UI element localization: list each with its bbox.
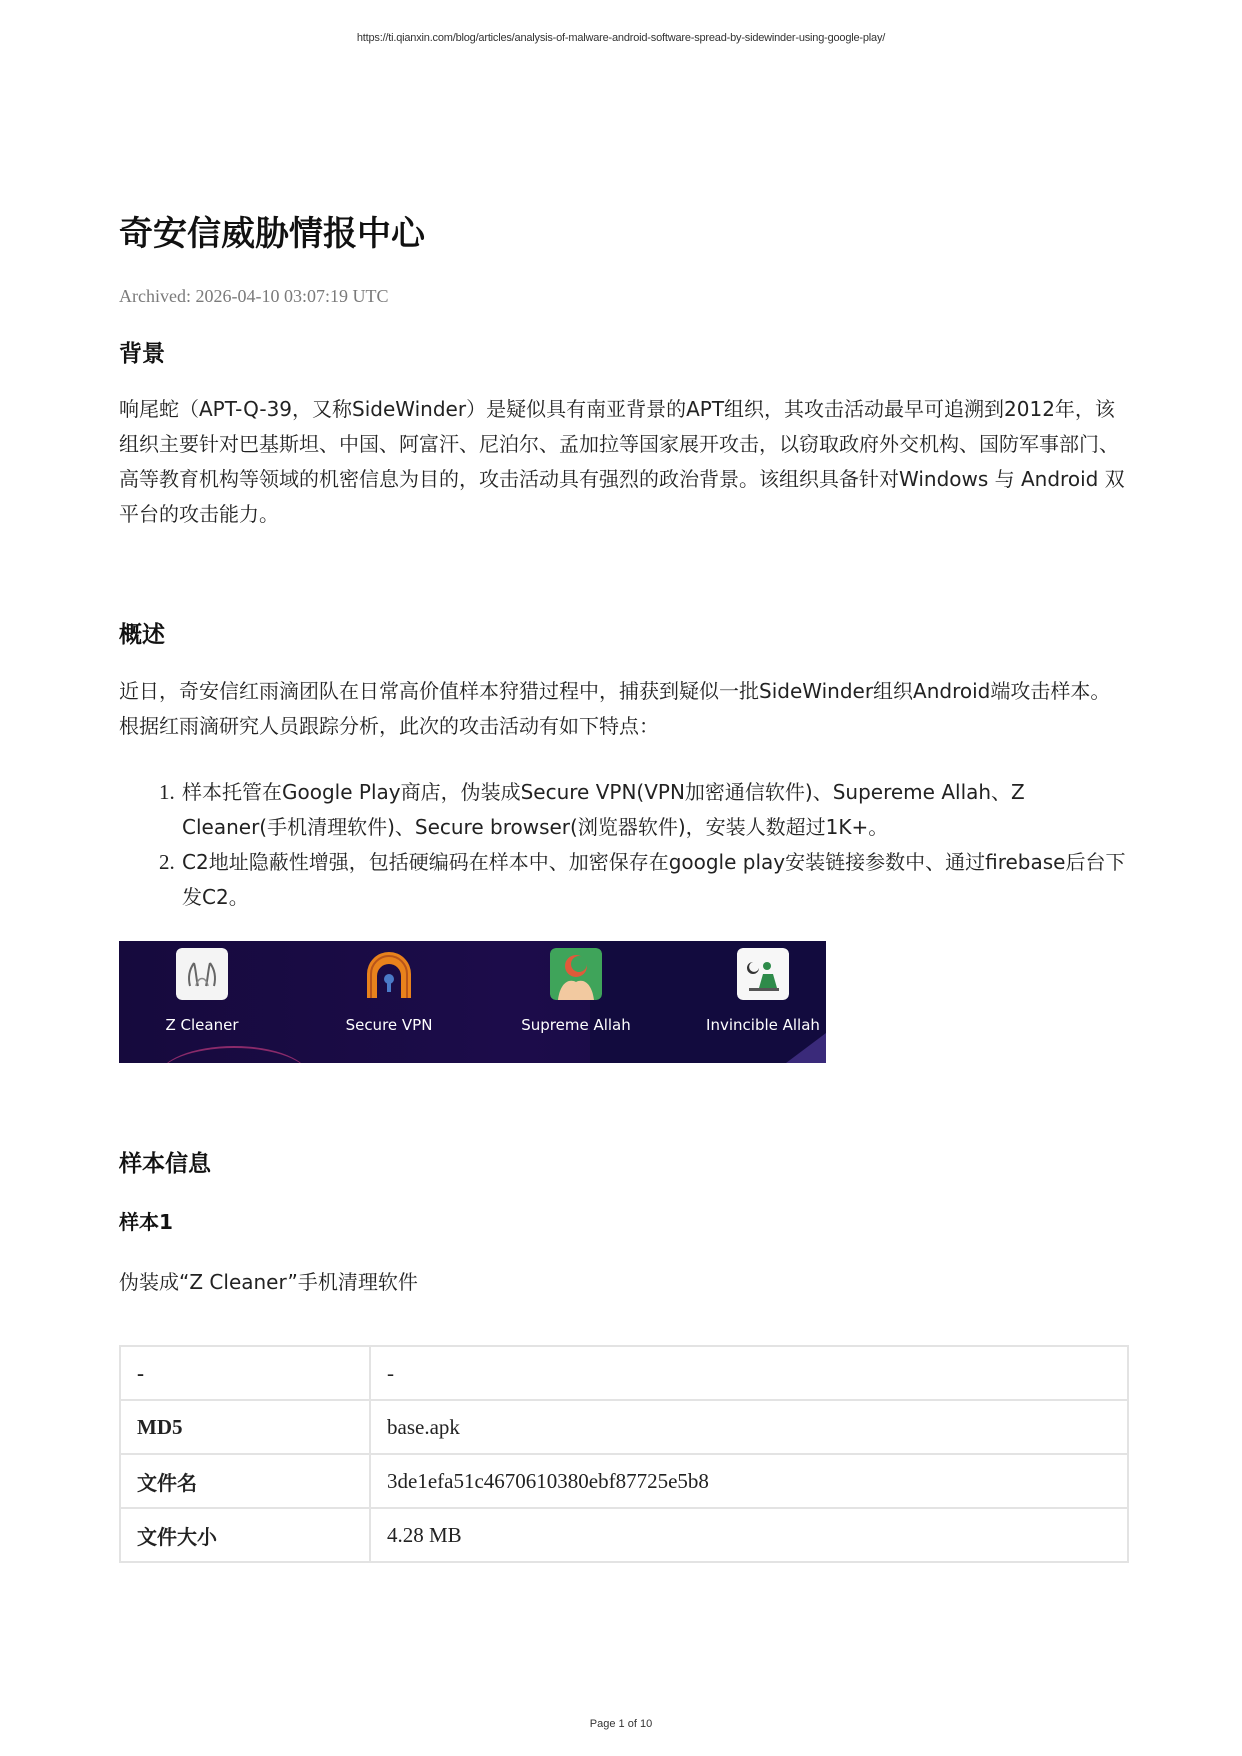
background-paragraph: 响尾蛇（APT-Q-39，又称SideWinder）是疑似具有南亚背景的APT组织，其攻击活动最早可追溯到2012年，该组织主要针对巴基斯坦、中国、阿富汗、尼泊尔、孟加拉等国家展开攻击，以窃取政府外交机构、国防军事部门、高等教育机构等领域的机密信息为目的，攻击活动具有强烈的政治背景。该组织具备针对Windows 与 Android 双平台的攻击能力。 bbox=[119, 397, 1125, 526]
invincible-allah-icon bbox=[737, 948, 789, 1000]
list-item bbox=[119, 845, 1129, 915]
app-label: Invincible Allah bbox=[706, 1016, 820, 1034]
table-row bbox=[120, 1400, 1128, 1454]
table-value-cell: - bbox=[370, 1346, 1128, 1400]
list-item-number: 1. bbox=[159, 780, 175, 804]
overview-paragraph: 近日，奇安信红雨滴团队在日常高价值样本狩猎过程中，捕获到疑似一批SideWinder组织Android端攻击样本。根据红雨滴研究人员跟踪分析，此次的攻击活动有如下特点： bbox=[119, 679, 1111, 738]
site-title: 奇安信威胁情报中心 bbox=[119, 214, 425, 254]
section-heading-overview: 概述 bbox=[119, 622, 165, 648]
feature-list bbox=[119, 775, 1129, 915]
table-key-cell: - bbox=[120, 1346, 370, 1400]
app-secure-vpn bbox=[309, 941, 469, 1063]
app-icons-screenshot bbox=[119, 941, 826, 1063]
table-row bbox=[120, 1346, 1128, 1400]
secure-vpn-icon bbox=[363, 948, 415, 1000]
section-heading-background: 背景 bbox=[119, 341, 165, 367]
app-label: Z Cleaner bbox=[165, 1016, 239, 1034]
table-value-cell: base.apk bbox=[370, 1400, 1128, 1454]
app-invincible-allah bbox=[683, 941, 826, 1063]
sample1-heading: 样本1 bbox=[119, 1210, 173, 1234]
page-url-header: https://ti.qianxin.com/blog/articles/analysis-of-malware-android-software-spread-by-sidewinder-using-google-play/ bbox=[356, 32, 886, 44]
table-row bbox=[120, 1454, 1128, 1508]
table-value-cell: 4.28 MB bbox=[370, 1508, 1128, 1562]
sample1-table bbox=[119, 1345, 1129, 1563]
page-number-footer: Page 1 of 10 bbox=[589, 1718, 653, 1730]
sample1-description: 伪装成“Z Cleaner”手机清理软件 bbox=[119, 1270, 418, 1294]
app-z-cleaner bbox=[122, 941, 282, 1063]
section-heading-samples: 样本信息 bbox=[119, 1151, 211, 1177]
list-item bbox=[119, 775, 1129, 845]
table-key-cell: 文件大小 bbox=[120, 1508, 370, 1562]
table-value-cell: 3de1efa51c4670610380ebf87725e5b8 bbox=[370, 1454, 1128, 1508]
list-item-number: 2. bbox=[159, 850, 175, 874]
table-row bbox=[120, 1508, 1128, 1562]
table-key-cell: MD5 bbox=[120, 1400, 370, 1454]
app-label: Supreme Allah bbox=[521, 1016, 631, 1034]
table-key-cell: 文件名 bbox=[120, 1454, 370, 1508]
archived-timestamp: Archived: 2026-04-10 03:07:19 UTC bbox=[119, 286, 389, 306]
list-item-text: 样本托管在Google Play商店，伪装成Secure VPN(VPN加密通信软件)、Supereme Allah、Z Cleaner(手机清理软件)、Secure browser(浏览器软件)，安装人数超过1K+。 bbox=[182, 780, 1025, 839]
z-cleaner-icon bbox=[176, 948, 228, 1000]
app-label: Secure VPN bbox=[345, 1016, 433, 1034]
list-item-text: C2地址隐蔽性增强，包括硬编码在样本中、加密保存在google play安装链接参数中、通过firebase后台下发C2。 bbox=[182, 850, 1126, 909]
app-supreme-allah bbox=[496, 941, 656, 1063]
supreme-allah-icon bbox=[550, 948, 602, 1000]
